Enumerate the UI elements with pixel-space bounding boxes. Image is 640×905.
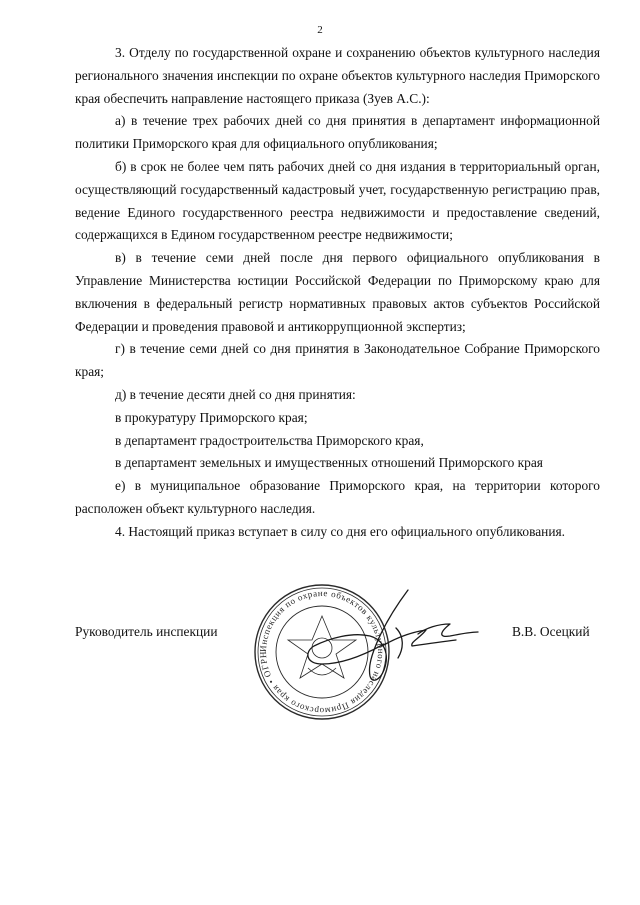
signer-name: В.В. Осецкий: [512, 624, 590, 639]
paragraph-item-4: 4. Настоящий приказ вступает в силу со дня его официального опубликования.: [115, 523, 565, 539]
paragraph-urban-planning: в департамент градостроительства Приморского края,: [115, 432, 424, 448]
paragraph-subitem-e: е) в муниципальное образование Приморского края, на территории которого расположен объект культурного наследия.: [75, 478, 600, 516]
paragraph-item-3: 3. Отделу по государственной охране и сохранению объектов культурного наследия регионального значения инспекции по охране объектов культурного наследия Приморского края обеспечить направление настоящего приказа (Зуев А.С.):: [75, 45, 600, 106]
paragraph-subitem-v: в) в течение семи дней после дня первого официального опубликования в Управление Министерства юстиции Российской Федерации по Приморскому краю для включения в федеральный регистр нормативных правовых актов субъектов Российской Федерации и проведения правовой и антикоррупционной экспертиз;: [75, 250, 600, 334]
paragraph-subitem-g: г) в течение семи дней со дня принятия в Законодательное Собрание Приморского края;: [75, 341, 600, 380]
paragraph-subitem-d: д) в течение десяти дней со дня принятия:: [115, 386, 356, 402]
paragraph-subitem-a: а) в течение трех рабочих дней со дня принятия в департамент информационной политики Приморского края для официального опубликования;: [75, 113, 600, 152]
paragraph-subitem-b: б) в срок не более чем пять рабочих дней со дня издания в территориальный орган, осуществляющий государственный кадастровый учет, государственную регистрацию прав, ведение Единого государственного реестра недвижимости и предоставление сведений, содержащихся в Едином государственном реестре недвижимости;: [75, 158, 600, 243]
document-body: [75, 42, 600, 544]
paragraph-land-relations: в департамент земельных и имущественных отношений Приморского края: [115, 455, 543, 471]
seal-outer-text: Инспекция по охране объектов культурного наследия Приморского края • ОГРН: [257, 587, 387, 717]
handwritten-signature: [300, 588, 480, 693]
page-number: 2: [317, 24, 323, 36]
signer-position: Руководитель инспекции: [75, 624, 218, 639]
paragraph-prosecutor: в прокуратуру Приморского края;: [115, 409, 308, 425]
